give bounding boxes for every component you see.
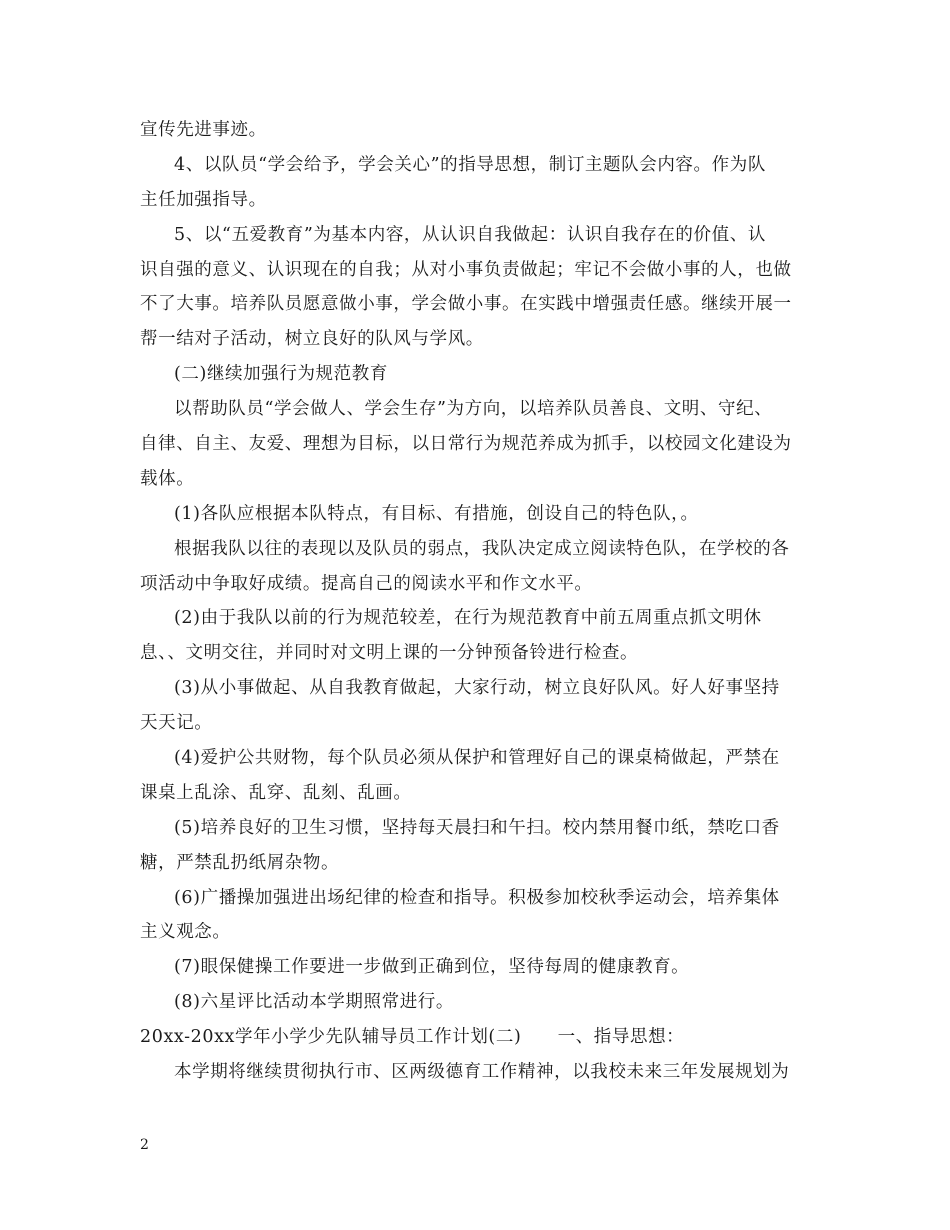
- text-line: 课桌上乱涂、乱穿、乱刻、乱画。: [140, 782, 412, 803]
- text-line: 根据我队以往的表现以及队员的弱点，我队决定成立阅读特色队，在学校的各: [174, 538, 790, 559]
- text-line: 不了大事。培养队员愿意做小事，学会做小事。在实践中增强责任感。继续开展一: [140, 294, 792, 315]
- text-line: 以帮助队员“学会做人、学会生存”为方向，以培养队员善良、文明、守纪、: [174, 399, 773, 420]
- text-line: 载体。: [140, 468, 195, 489]
- text-line: 4、以队员“学会给予，学会关心”的指导思想，制订主题队会内容。作为队: [174, 154, 766, 175]
- text-line: 项活动中争取好成绩。提高自己的阅读水平和作文水平。: [140, 573, 593, 594]
- text-line: 自律、自主、友爱、理想为目标，以日常行为规范养成为抓手，以校园文化建设为: [140, 434, 792, 455]
- text-line: 宣传先进事迹。: [140, 120, 267, 140]
- text-line: (3)从小事做起、从自我教育做起，大家行动，树立良好队风。好人好事坚持: [174, 678, 780, 699]
- text-line: (5)培养良好的卫生习惯，坚持每天晨扫和午扫。校内禁用餐巾纸，禁吃口香: [174, 817, 780, 838]
- text-line: (2)由于我队以前的行为规范较差，在行为规范教育中前五周重点抓文明休: [174, 608, 762, 629]
- text-line: 帮一结对子活动，树立良好的队风与学风。: [140, 329, 484, 350]
- text-line: (二)继续加强行为规范教育: [174, 364, 388, 385]
- page-number: 2: [140, 1137, 149, 1153]
- text-line: 本学期将继续贯彻执行市、区两级德育工作精神，以我校未来三年发展规划为: [174, 1062, 790, 1083]
- text-line: (8)六星评比活动本学期照常进行。: [174, 992, 454, 1013]
- text-line: 识自强的意义、认识现在的自我；从对小事负责做起；牢记不会做小事的人，也做: [140, 259, 792, 280]
- text-line: 息、、文明交往，并同时对文明上课的一分钟预备铃进行检查。: [140, 643, 639, 664]
- text-line: (4)爱护公共财物，每个队员必须从保护和管理好自己的课桌椅做起，严禁在: [174, 748, 780, 769]
- text-line: 20xx-20xx学年小学少先队辅导员工作计划(二) 一、指导思想：: [140, 1027, 685, 1048]
- text-line: 天天记。: [140, 713, 213, 734]
- text-line: (7)眼保健操工作要进一步做到正确到位，坚待每周的健康教育。: [174, 957, 690, 978]
- text-line: 5、以“五爱教育”为基本内容，从认识自我做起：认识自我存在的价值、认: [174, 224, 766, 245]
- text-line: 主义观念。: [140, 922, 231, 943]
- text-line: 糖，严禁乱扔纸屑杂物。: [140, 852, 340, 873]
- text-line: (6)广播操加强进出场纪律的检查和指导。积极参加校秋季运动会，培养集体: [174, 887, 780, 908]
- document-body: [140, 113, 812, 1090]
- text-line: (1)各队应根据本队特点，有目标、有措施，创设自己的特色队，。: [174, 503, 699, 524]
- text-line: 主任加强指导。: [140, 189, 267, 210]
